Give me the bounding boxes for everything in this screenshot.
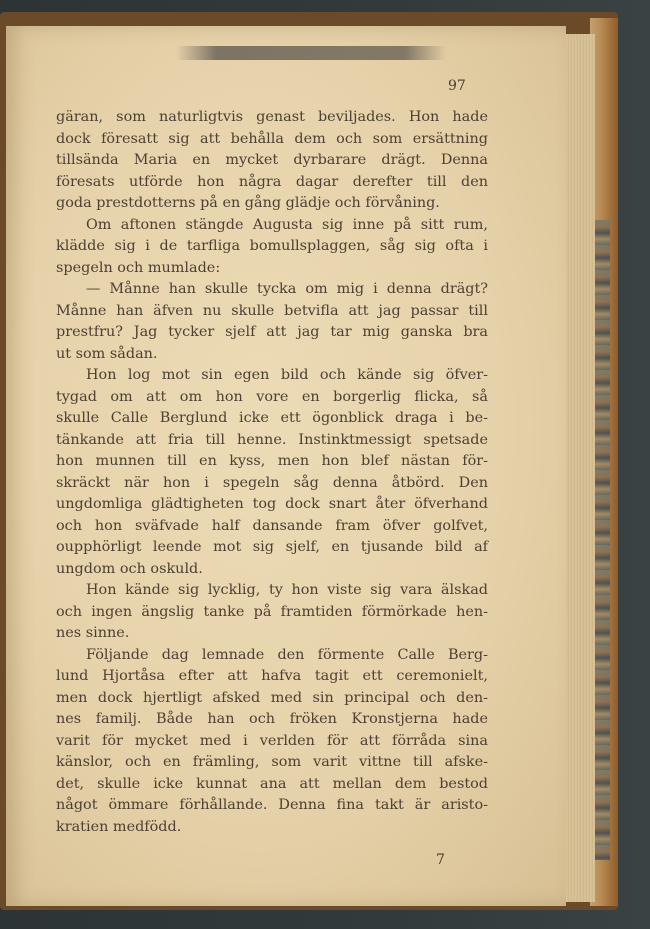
text-line: lund Hjortåsa efter att hafva tagit ett ceremonielt, [56, 668, 488, 684]
page-number: 97 [448, 78, 466, 94]
signature-mark: 7 [436, 852, 445, 868]
text-line: Om aftonen stängde Augusta sig inne på sitt rum, [86, 216, 488, 233]
text-line: — Månne han skulle tycka om mig i denna drägt? [86, 281, 488, 297]
text-line: tillsända Maria en mycket dyrbarare drägt. Denna [56, 152, 488, 168]
text-line: kratien medfödd. [56, 818, 182, 835]
text-line: varit för mycket med i verlden för att förråda sina [56, 732, 488, 749]
text-line: känslor, och en främling, som varit vittne till afske- [56, 754, 488, 770]
text-line: skräckt när hon i spegeln såg denna åtbörd. Den [56, 474, 488, 491]
text-line: oupphörligt leende mot sig sjelf, en tjusande bild af [56, 539, 488, 555]
text-line: nes sinne. [56, 625, 130, 641]
text-line: men dock hjertligt afsked med sin principal och den- [56, 689, 488, 706]
top-binding-band [176, 46, 446, 60]
text-line: dock föresatt sig att behålla dem och som ersättning [56, 130, 488, 147]
text-line: Hon log mot sin egen bild och kände sig öfver- [86, 367, 488, 383]
body-text [56, 107, 488, 838]
text-line: och ingen ängslig tanke på framtiden förmörkade hen- [56, 603, 488, 620]
text-line: skulle Calle Berglund icke ett ögonblick draga i be- [56, 410, 488, 426]
text-line: gäran, som naturligtvis genast beviljades. Hon hade [56, 109, 488, 125]
text-line: goda prestdotterns på en gång glädje och förvåning. [56, 195, 440, 211]
text-line: ungdomliga glädtigheten tog dock snart åter öfverhand [56, 496, 488, 512]
text-line: klädde sig i de tarfliga bomullsplaggen, såg sig ofta i [56, 238, 488, 254]
text-line: och hon sväfvade half dansande fram öfver golfvet, [56, 517, 488, 534]
text-line: det, skulle icke kunnat ana att mellan dem bestod [56, 775, 488, 792]
text-line: tänkande att fria till henne. Instinktmessigt spetsade [56, 431, 488, 448]
text-line: Månne han äfven nu skulle betvifla att jag passar till [56, 302, 488, 319]
text-line: ungdom och oskuld. [56, 560, 203, 577]
text-line: tygad om att om hon vore en borgerlig flicka, så [56, 388, 488, 405]
text-line: prestfru? Jag tycker sjelf att jag tar mig ganska bra [56, 324, 488, 340]
text-line: nes familj. Både han och fröken Kronstjerna hade [56, 711, 488, 727]
text-line: spegeln och mumlade: [56, 259, 221, 276]
text-line: ut som sådan. [56, 345, 158, 362]
text-line: föresats utförde hon några dagar derefter till den [56, 173, 488, 190]
text-line: hon munnen till en kyss, men hon blef nästan för- [56, 453, 488, 469]
text-line: något ömmare förhållande. Denna fina takt är aristo- [56, 797, 488, 813]
text-line: Hon kände sig lycklig, ty hon viste sig vara älskad [86, 582, 488, 598]
text-line: Följande dag lemnade den förmente Calle Berg- [86, 646, 488, 663]
